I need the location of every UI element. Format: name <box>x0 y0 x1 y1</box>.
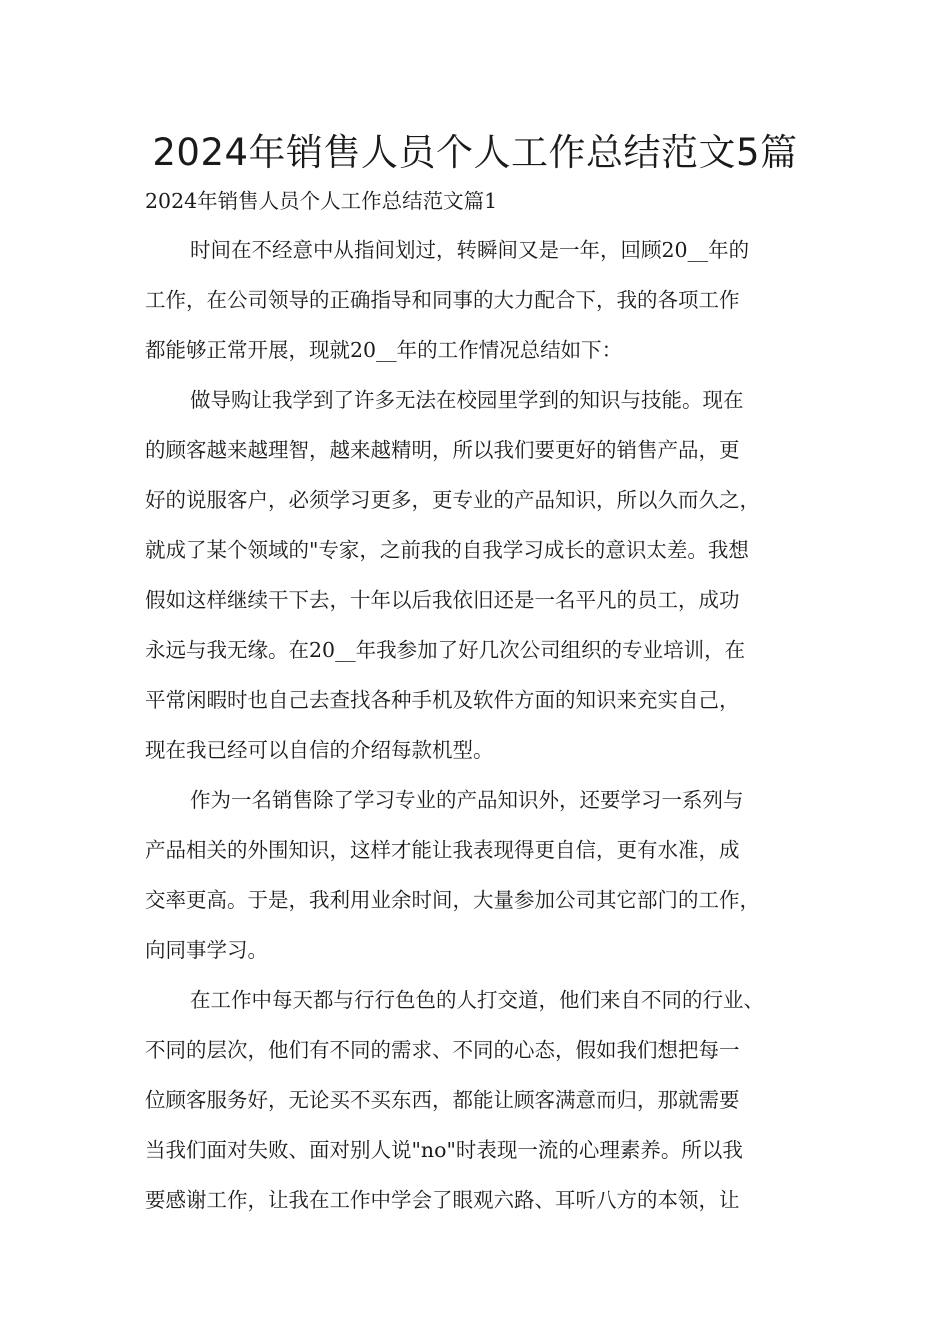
document-title: 2024年销售人员个人工作总结范文5篇 <box>152 131 798 174</box>
paragraph-line: 就成了某个领域的"专家，之前我的自我学习成长的意识太差。我想 <box>145 538 749 562</box>
paragraph-line: 工作，在公司领导的正确指导和同事的大力配合下，我的各项工作 <box>145 288 740 312</box>
paragraph-line: 现在我已经可以自信的介绍每款机型。 <box>145 738 494 762</box>
paragraph-line: 的顾客越来越理智，越来越精明，所以我们要更好的销售产品，更 <box>145 438 740 462</box>
paragraph-line: 作为一名销售除了学习专业的产品知识外，还要学习一系列与 <box>190 788 744 812</box>
paragraph-line: 要感谢工作，让我在工作中学会了眼观六路、耳听八方的本领，让 <box>145 1188 740 1212</box>
paragraph-line: 位顾客服务好，无论买不买东西，都能让顾客满意而归，那就需要 <box>145 1088 740 1112</box>
paragraph-line: 交率更高。于是，我利用业余时间，大量参加公司其它部门的工作， <box>145 888 760 912</box>
paragraph-line: 永远与我无缘。在20__年我参加了好几次公司组织的专业培训，在 <box>145 638 746 662</box>
paragraph-line: 在工作中每天都与行行色色的人打交道，他们来自不同的行业、 <box>190 988 764 1012</box>
paragraph-line: 产品相关的外围知识，这样才能让我表现得更自信，更有水准，成 <box>145 838 740 862</box>
paragraph-line: 假如这样继续干下去，十年以后我依旧还是一名平凡的员工，成功 <box>145 588 740 612</box>
paragraph-line: 平常闲暇时也自己去查找各种手机及软件方面的知识来充实自己， <box>145 688 740 712</box>
paragraph-line: 不同的层次，他们有不同的需求、不同的心态，假如我们想把每一 <box>145 1038 740 1062</box>
paragraph-line: 好的说服客户，必须学习更多，更专业的产品知识，所以久而久之， <box>145 488 760 512</box>
paragraph-line: 时间在不经意中从指间划过，转瞬间又是一年，回顾20__年的 <box>190 238 750 262</box>
paragraph-line: 当我们面对失败、面对别人说"no"时表现一流的心理素养。所以我 <box>145 1138 743 1162</box>
paragraph-line: 向同事学习。 <box>145 938 268 962</box>
paragraph-line: 都能够正常开展，现就20__年的工作情况总结如下： <box>145 338 623 362</box>
section-heading: 2024年销售人员个人工作总结范文篇1 <box>145 189 498 213</box>
paragraph-line: 做导购让我学到了许多无法在校园里学到的知识与技能。现在 <box>190 388 744 412</box>
